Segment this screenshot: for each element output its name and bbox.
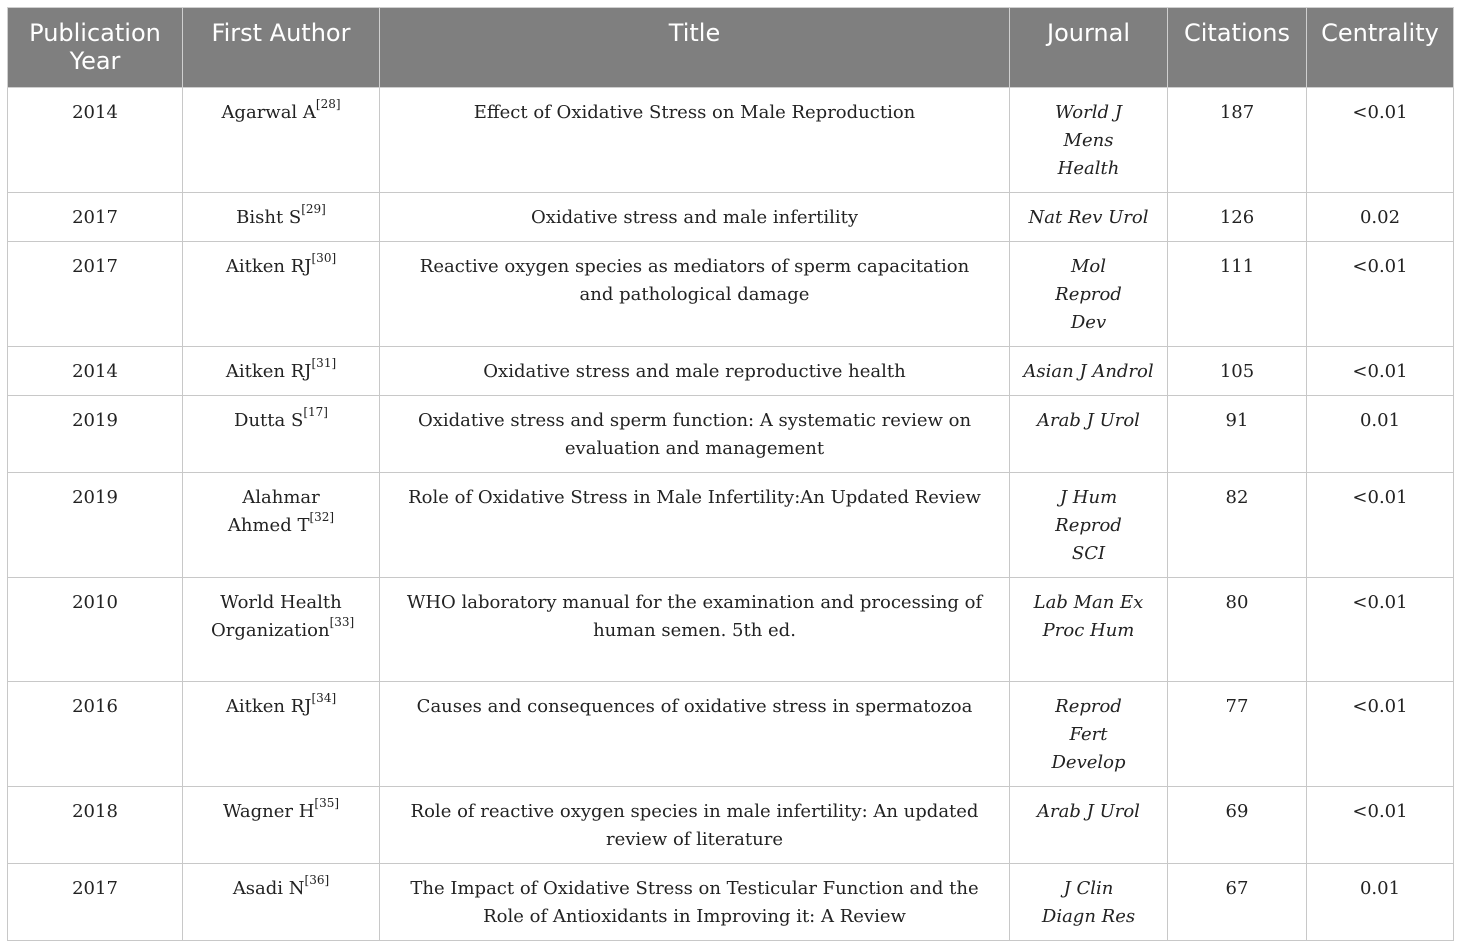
column-header-citations: Citations — [1168, 8, 1307, 88]
cell-citations: 80 — [1168, 578, 1307, 682]
title-text: Role of reactive oxygen species in male infertility: An updated review of literature — [410, 801, 979, 850]
author-name: Wagner H — [222, 801, 315, 822]
table-row — [8, 193, 1454, 242]
cell-year: 2017 — [8, 864, 183, 941]
reference-number: [35] — [314, 796, 340, 810]
cell-title: Effect of Oxidative Stress on Male Reproduction — [380, 88, 1010, 193]
table-row — [8, 242, 1454, 347]
author-name-wrap — [221, 484, 341, 540]
author-name: Dutta S — [234, 410, 304, 431]
cell-citations: 126 — [1168, 193, 1307, 242]
table-row — [8, 578, 1454, 682]
cell-citations: 105 — [1168, 347, 1307, 396]
cell-citations: 91 — [1168, 396, 1307, 473]
cell-centrality: 0.01 — [1307, 864, 1454, 941]
reference-number: [17] — [303, 405, 328, 419]
cell-centrality: <0.01 — [1307, 88, 1454, 193]
cell-year: 2019 — [8, 473, 183, 578]
cell-title — [380, 578, 1010, 682]
author-name: Aitken RJ — [225, 696, 312, 717]
reference-number: [29] — [301, 202, 326, 216]
table-row — [8, 864, 1454, 941]
journal-name: World J Mens Health — [1055, 102, 1122, 179]
cell-title: Causes and consequences of oxidative stress in spermatozoa — [380, 682, 1010, 787]
cell-author — [183, 473, 380, 578]
cell-title: Role of Oxidative Stress in Male Infertility:An Updated Review — [380, 473, 1010, 578]
author-name: Aitken RJ — [225, 256, 312, 277]
author-name: World Health Organization — [211, 592, 342, 641]
cell-centrality: <0.01 — [1307, 787, 1454, 864]
author-name: Bisht S — [236, 207, 302, 228]
title-text: Reactive oxygen species as mediators of sperm capacitation and pathological damage — [419, 256, 970, 305]
column-header-year: Publication Year — [8, 8, 183, 88]
cell-journal — [1010, 864, 1168, 941]
journal-name: J Hum Reprod SCI — [1055, 487, 1122, 564]
reference-number: [34] — [311, 691, 337, 705]
table-row — [8, 787, 1454, 864]
cell-journal — [1010, 578, 1168, 682]
title-text: Oxidative stress and sperm function: A systematic review on evaluation and management — [417, 410, 972, 459]
cell-title — [380, 396, 1010, 473]
cell-journal — [1010, 242, 1168, 347]
cell-journal — [1010, 473, 1168, 578]
cell-year: 2014 — [8, 88, 183, 193]
cell-year: 2010 — [8, 578, 183, 682]
column-header-journal: Journal — [1010, 8, 1168, 88]
cell-author — [183, 787, 380, 864]
cell-author — [183, 396, 380, 473]
reference-number: [31] — [311, 356, 337, 370]
cell-title: Oxidative stress and male reproductive health — [380, 347, 1010, 396]
cell-centrality: <0.01 — [1307, 473, 1454, 578]
cell-centrality: <0.01 — [1307, 242, 1454, 347]
reference-number: [32] — [309, 510, 335, 524]
cell-author — [183, 88, 380, 193]
cell-citations: 77 — [1168, 682, 1307, 787]
cell-author — [183, 578, 380, 682]
cell-title — [380, 787, 1010, 864]
cell-centrality: <0.01 — [1307, 578, 1454, 682]
reference-number: [33] — [329, 615, 355, 629]
table-row — [8, 396, 1454, 473]
cell-year: 2014 — [8, 347, 183, 396]
cell-author — [183, 864, 380, 941]
author-name-wrap — [211, 589, 355, 645]
cell-citations: 82 — [1168, 473, 1307, 578]
author-name: Alahmar Ahmed T — [227, 487, 320, 536]
cell-journal — [1010, 682, 1168, 787]
cell-author — [183, 193, 380, 242]
cell-citations: 111 — [1168, 242, 1307, 347]
cell-journal: Arab J Urol — [1010, 396, 1168, 473]
title-text: WHO laboratory manual for the examination and processing of human semen. 5th ed. — [406, 592, 983, 641]
table-row — [8, 347, 1454, 396]
column-header-author: First Author — [183, 8, 380, 88]
cell-title: Oxidative stress and male infertility — [380, 193, 1010, 242]
reference-number: [30] — [311, 251, 337, 265]
title-text: The Impact of Oxidative Stress on Testicular Function and the Role of Antioxidants in Improving it: A Review — [410, 878, 979, 927]
table-row — [8, 88, 1454, 193]
header-row — [8, 8, 1454, 88]
cell-title — [380, 242, 1010, 347]
cell-year: 2019 — [8, 396, 183, 473]
author-name: Agarwal A — [221, 102, 316, 123]
cell-citations: 67 — [1168, 864, 1307, 941]
cell-year: 2018 — [8, 787, 183, 864]
cell-year: 2017 — [8, 193, 183, 242]
column-header-title: Title — [380, 8, 1010, 88]
cell-centrality: 0.02 — [1307, 193, 1454, 242]
journal-name: Reprod Fert Develop — [1051, 696, 1126, 773]
cell-journal: Asian J Androl — [1010, 347, 1168, 396]
cell-journal: Nat Rev Urol — [1010, 193, 1168, 242]
references-table — [7, 7, 1454, 941]
journal-name: J Clin Diagn Res — [1041, 878, 1136, 927]
cell-year: 2016 — [8, 682, 183, 787]
cell-citations: 187 — [1168, 88, 1307, 193]
author-name: Asadi N — [232, 878, 305, 899]
cell-author — [183, 242, 380, 347]
cell-author — [183, 347, 380, 396]
author-name: Aitken RJ — [225, 361, 312, 382]
table-row — [8, 682, 1454, 787]
reference-number: [36] — [304, 873, 330, 887]
cell-journal: Arab J Urol — [1010, 787, 1168, 864]
cell-citations: 69 — [1168, 787, 1307, 864]
cell-author — [183, 682, 380, 787]
reference-number: [28] — [315, 97, 341, 111]
cell-journal — [1010, 88, 1168, 193]
journal-name: Lab Man Ex Proc Hum — [1033, 592, 1144, 641]
table-row — [8, 473, 1454, 578]
column-header-centrality: Centrality — [1307, 8, 1454, 88]
journal-name: Mol Reprod Dev — [1055, 256, 1122, 333]
cell-year: 2017 — [8, 242, 183, 347]
cell-centrality: <0.01 — [1307, 347, 1454, 396]
cell-centrality: 0.01 — [1307, 396, 1454, 473]
cell-centrality: <0.01 — [1307, 682, 1454, 787]
cell-title — [380, 864, 1010, 941]
